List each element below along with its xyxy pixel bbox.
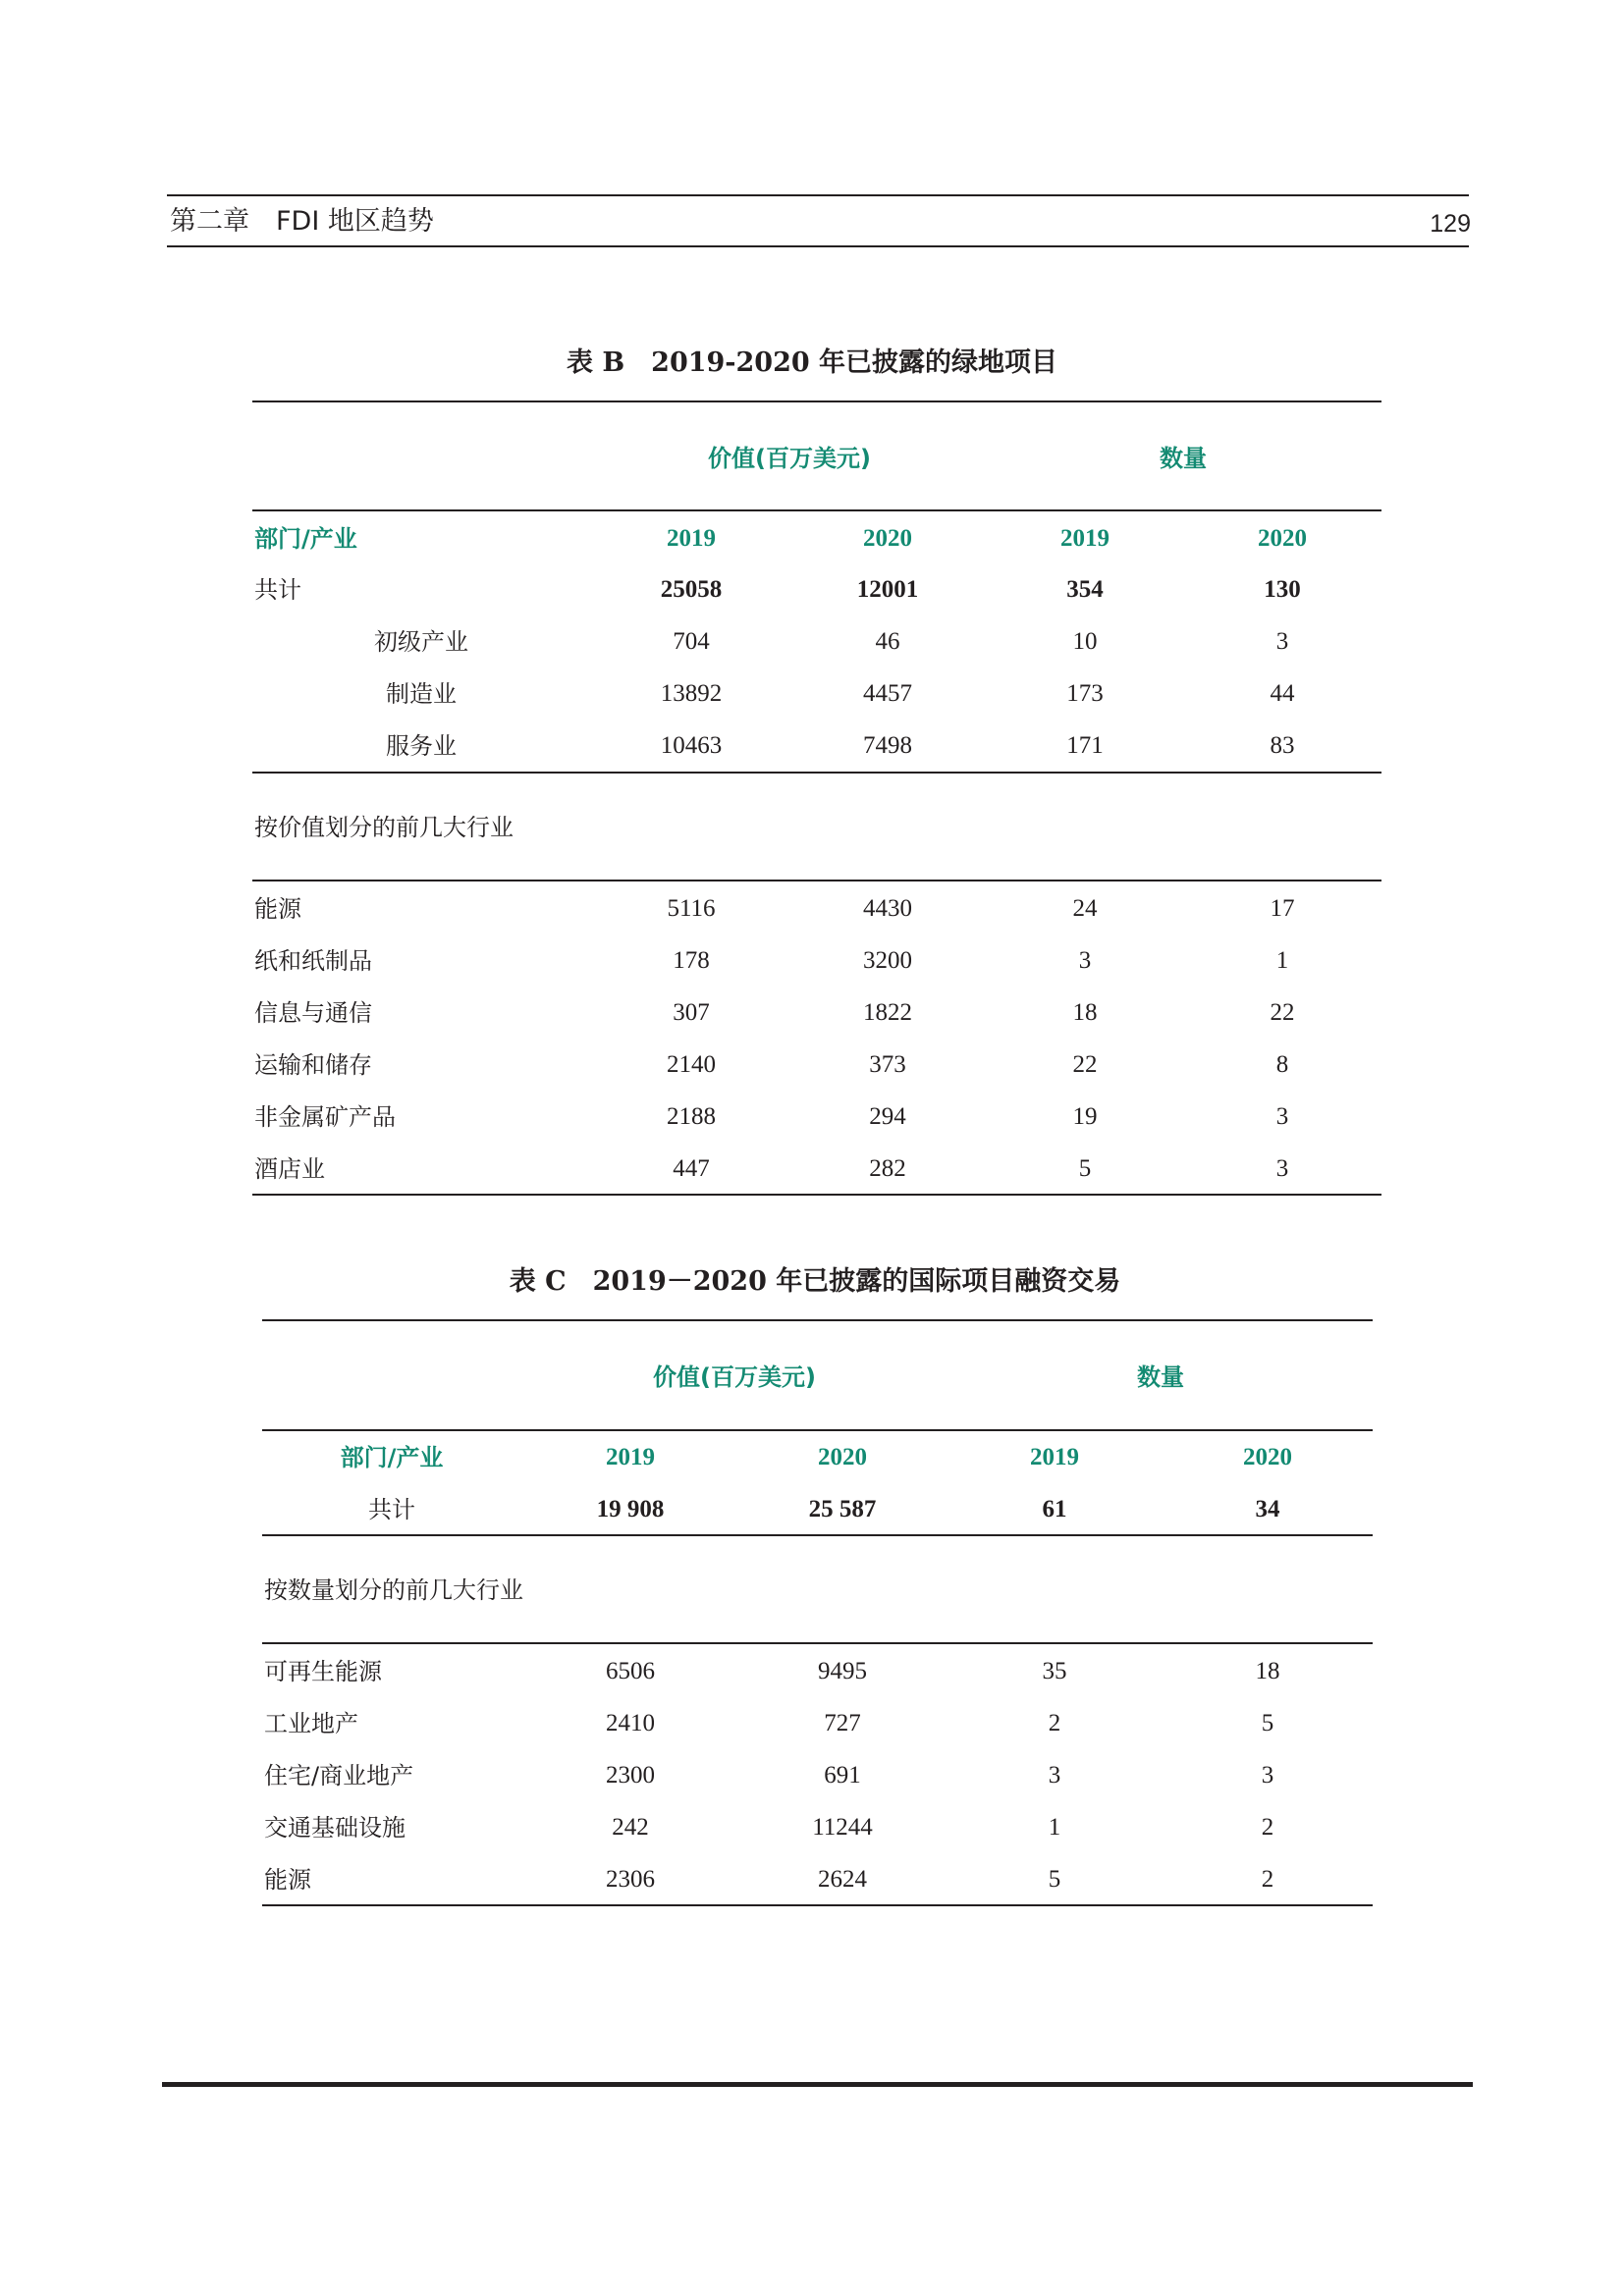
industry-label: 交通基础设施 (264, 1814, 406, 1842)
table-c-year: 2019 (606, 1444, 655, 1470)
industry-label: 能源 (254, 895, 301, 923)
industry-value: 18 (1255, 1658, 1280, 1684)
industry-value: 19 (1072, 1103, 1098, 1130)
table-b-year: 2020 (863, 525, 912, 552)
table-b-title: 表 B 2019-2020 年已披露的绿地项目 (566, 347, 1058, 378)
table-c-group-value: 价值(百万美元) (653, 1363, 816, 1391)
industry-value: 2306 (606, 1866, 655, 1893)
industry-label: 能源 (264, 1866, 311, 1894)
industry-value: 2 (1261, 1814, 1274, 1841)
industry-value: 9495 (818, 1658, 867, 1684)
industry-value: 242 (612, 1814, 649, 1841)
industry-value: 22 (1270, 999, 1295, 1026)
sector-value: 10 (1072, 628, 1098, 655)
industry-value: 2300 (606, 1762, 655, 1789)
industry-value: 2624 (818, 1866, 867, 1893)
industry-label: 纸和纸制品 (254, 947, 372, 975)
table-b-year: 2019 (1060, 525, 1110, 552)
industry-label: 住宅/商业地产 (264, 1762, 414, 1789)
table-c-total-value: 61 (1042, 1496, 1067, 1522)
table-b-total-value: 130 (1264, 576, 1301, 603)
industry-value: 3 (1275, 1103, 1289, 1130)
sector-value: 10463 (660, 732, 723, 759)
footer-rule (162, 2082, 1473, 2087)
chapter-title: 第二章 FDI 地区趋势 (170, 206, 434, 237)
table-b-mid-rule (252, 772, 1381, 774)
sector-value: 171 (1066, 732, 1104, 759)
table-c-group-count: 数量 (1137, 1363, 1184, 1391)
industry-value: 3 (1275, 1155, 1289, 1182)
sector-value: 83 (1270, 732, 1295, 759)
industry-value: 3 (1261, 1762, 1274, 1789)
industry-value: 2 (1048, 1710, 1061, 1736)
industry-value: 3200 (863, 947, 912, 974)
sector-value: 704 (673, 628, 710, 655)
header-top-rule (167, 194, 1469, 196)
table-c-top-rule (262, 1319, 1373, 1321)
industry-value: 3 (1048, 1762, 1061, 1789)
table-c-title: 表 C 2019－2020 年已披露的国际项目融资交易 (509, 1266, 1121, 1297)
table-b-group-count: 数量 (1160, 445, 1207, 472)
industry-value: 691 (824, 1762, 861, 1789)
industry-value: 5 (1078, 1155, 1092, 1182)
industry-label: 工业地产 (264, 1710, 358, 1737)
page-number: 129 (1430, 210, 1471, 238)
industry-value: 35 (1042, 1658, 1067, 1684)
table-b-total-value: 25058 (660, 576, 723, 603)
industry-label: 可再生能源 (264, 1658, 382, 1685)
table-c-total-value: 25 587 (808, 1496, 877, 1522)
table-c-year: 2020 (1243, 1444, 1292, 1470)
industry-value: 294 (869, 1103, 906, 1130)
table-c-section-rule (262, 1642, 1373, 1644)
table-b-section-label: 按价值划分的前几大行业 (254, 814, 514, 841)
table-c-total-label: 共计 (368, 1496, 415, 1523)
table-b-year: 2019 (667, 525, 716, 552)
industry-label: 酒店业 (254, 1155, 325, 1183)
header-bottom-rule (167, 245, 1469, 247)
industry-label: 非金属矿产品 (254, 1103, 396, 1131)
industry-label: 信息与通信 (254, 999, 372, 1027)
sector-label: 服务业 (386, 732, 457, 760)
table-b-top-rule (252, 400, 1381, 402)
industry-value: 727 (824, 1710, 861, 1736)
industry-value: 282 (869, 1155, 906, 1182)
sector-label: 制造业 (386, 680, 457, 708)
table-b-year: 2020 (1258, 525, 1307, 552)
industry-value: 24 (1072, 895, 1098, 922)
table-b-header-rule (252, 509, 1381, 511)
industry-value: 4430 (863, 895, 912, 922)
table-b-total-value: 354 (1066, 576, 1104, 603)
sector-value: 173 (1066, 680, 1104, 707)
table-c-year: 2019 (1030, 1444, 1079, 1470)
sector-value: 4457 (863, 680, 912, 707)
industry-value: 447 (673, 1155, 710, 1182)
table-b-bottom-rule (252, 1194, 1381, 1196)
table-c-bottom-rule (262, 1904, 1373, 1906)
industry-value: 2 (1261, 1866, 1274, 1893)
table-c-col-label: 部门/产业 (340, 1444, 444, 1471)
industry-value: 6506 (606, 1658, 655, 1684)
sector-value: 44 (1270, 680, 1295, 707)
table-b-total-label: 共计 (254, 576, 301, 604)
table-c-mid-rule (262, 1534, 1373, 1536)
sector-value: 7498 (863, 732, 912, 759)
table-c-total-value: 19 908 (596, 1496, 665, 1522)
table-b-group-value: 价值(百万美元) (708, 445, 871, 472)
industry-label: 运输和储存 (254, 1051, 372, 1079)
table-c-section-label: 按数量划分的前几大行业 (264, 1576, 523, 1604)
sector-value: 13892 (660, 680, 723, 707)
industry-value: 5 (1261, 1710, 1274, 1736)
industry-value: 373 (869, 1051, 906, 1078)
table-c-total-value: 34 (1255, 1496, 1280, 1522)
industry-value: 5116 (667, 895, 716, 922)
industry-value: 1 (1048, 1814, 1061, 1841)
industry-value: 3 (1078, 947, 1092, 974)
table-c-year: 2020 (818, 1444, 867, 1470)
industry-value: 5 (1048, 1866, 1061, 1893)
sector-value: 3 (1275, 628, 1289, 655)
industry-value: 2140 (667, 1051, 716, 1078)
table-b-section-rule (252, 880, 1381, 881)
industry-value: 2188 (667, 1103, 716, 1130)
industry-value: 17 (1270, 895, 1295, 922)
industry-value: 2410 (606, 1710, 655, 1736)
industry-value: 1822 (863, 999, 912, 1026)
industry-value: 307 (673, 999, 710, 1026)
table-c-header-rule (262, 1429, 1373, 1431)
industry-value: 22 (1072, 1051, 1098, 1078)
table-b-col-label: 部门/产业 (254, 525, 357, 553)
sector-value: 46 (875, 628, 900, 655)
sector-label: 初级产业 (374, 628, 468, 656)
industry-value: 178 (673, 947, 710, 974)
table-b-total-value: 12001 (856, 576, 919, 603)
industry-value: 8 (1275, 1051, 1289, 1078)
industry-value: 1 (1275, 947, 1289, 974)
industry-value: 18 (1072, 999, 1098, 1026)
industry-value: 11244 (812, 1814, 873, 1841)
